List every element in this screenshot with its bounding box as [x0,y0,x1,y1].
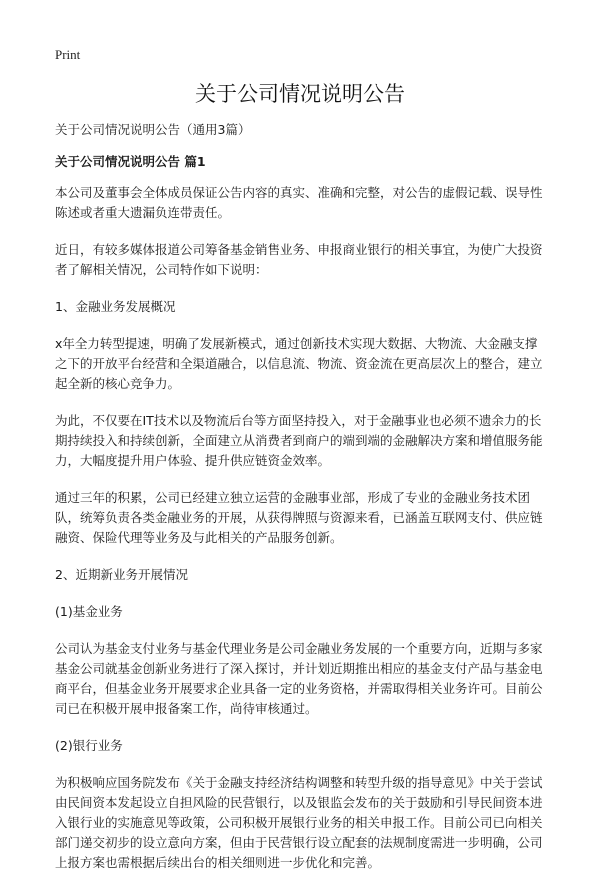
subtitle: 关于公司情况说明公告（通用3篇） [55,122,251,137]
paragraph: 为此，不仅要在IT技术以及物流后台等方面坚持投入，对于金融事业也必须不遗余力的长期持续投入和持续创新，全面建立从消费者到商户的端到端的金融解决方案和增值服务能力，大幅度提升用户体验、提升供应链资金效率。 [55,413,543,468]
subheading: (1)基金业务 [55,604,123,619]
paragraph: x年全力转型提速，明确了发展新模式，通过创新技术实现大数据、大物流、大金融支撑之下的开放平台经营和全渠道融合，以信息流、物流、资金流在更高层次上的整合，建立起全新的核心竞争力。 [55,336,543,391]
paragraph: 本公司及董事会全体成员保证公告内容的真实、准确和完整，对公告的虚假记载、误导性陈述或者重大遗漏负连带责任。 [55,185,543,220]
paragraph: 为积极响应国务院发布《关于金融支持经济结构调整和转型升级的指导意见》中关于尝试由民间资本发起设立自担风险的民营银行，以及银监会发布的关于鼓励和引导民间资本进入银行业的实施意见等政策，公司积极开展银行业务的相关申报工作。目前公司已向相关部门递交初步的设立意向方案，但由于民营银行设立配套的法规制度需进一步明确，公司上报方案也需根据后续出台的相关细则进一步优化和完善。 [55,775,543,870]
section-heading: 关于公司情况说明公告 篇1 [55,154,206,169]
paragraph: 近日，有较多媒体报道公司筹备基金销售业务、申报商业银行的相关事宜，为使广大投资者了解相关情况，公司特作如下说明： [55,242,543,277]
paragraph: 通过三年的积累，公司已经建立独立运营的金融事业部，形成了专业的金融业务技术团队，统筹负责各类金融业务的开展，从获得牌照与资源来看，已涵盖互联网支付、供应链融资、保险代理等业务及与此相关的产品服务创新。 [55,490,543,545]
document-body [55,120,545,890]
page-title: 关于公司情况说明公告 [195,82,405,106]
subheading: 1、金融业务发展概况 [55,299,176,314]
print-link[interactable]: Print [55,47,81,62]
subheading: 2、近期新业务开展情况 [55,567,188,582]
paragraph: 公司认为基金支付业务与基金代理业务是公司金融业务发展的一个重要方向，近期与多家基金公司就基金创新业务进行了深入探讨，并计划近期推出相应的基金支付产品与基金电商平台，但基金业务开展要求企业具备一定的业务资格，并需取得相关业务许可。目前公司已在积极开展申报备案工作，尚待审核通过。 [55,641,543,716]
subheading: (2)银行业务 [55,738,123,753]
